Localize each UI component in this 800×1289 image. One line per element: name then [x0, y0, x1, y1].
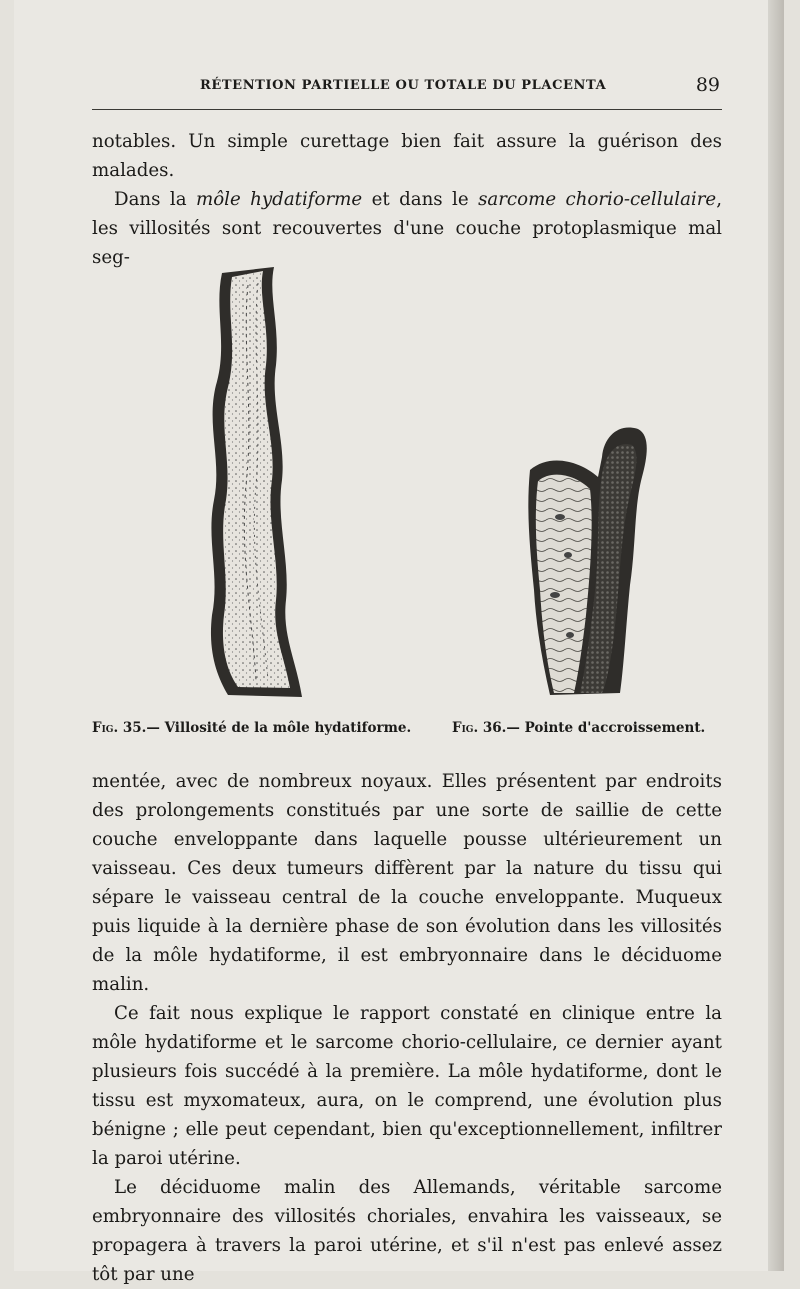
paragraph-5: Le déciduome malin des Allemands, véritable sarcome embryonnaire des villosités choriales, envahira les vaisseaux, se propagera à travers la paroi utérine, et s'il n'est pas enlevé assez tôt par une [92, 1177, 722, 1285]
fig36-text: — Pointe d'accroissement. [506, 720, 706, 736]
top-text [92, 127, 722, 272]
paragraph-3: mentée, avec de nombreux noyaux. Elles présentent par endroits des prolongements constitués par une sorte de saillie de cette couche enveloppante dans laquelle pousse ultérieurement un vaisseau. Ces deux tumeurs diffèrent par la nature du tissu qui sépare le vaisseau central de la couche enveloppante. Muqueux puis liquide à la dernière phase de son évolution dans les villosités de la môle hydatiforme, il est embryonnaire dans le déciduome malin. [92, 771, 722, 995]
paragraph-2-text-b: et dans le [362, 189, 479, 210]
fig36-number: Fig. 36. [452, 720, 507, 736]
fig35-number: Fig. 35. [92, 720, 147, 736]
paragraph-2-text-a: Dans la [114, 189, 196, 210]
figures-illustration [150, 255, 710, 715]
term-mole-hydatiforme: môle hydatiforme [195, 189, 363, 210]
fig35-drawing [211, 267, 302, 697]
running-header [92, 70, 722, 102]
body-text [92, 767, 722, 1289]
page-edge-shadow [768, 0, 784, 1271]
paragraph-2-text-c: , les villosités sont recouvertes d'une couche protoplasmique mal seg- [92, 189, 722, 268]
header-rule [92, 109, 722, 110]
fig36-caption [452, 720, 705, 736]
fig35-text: — Villosité de la môle hydatiforme. [146, 720, 412, 736]
fig36-drawing [528, 427, 646, 695]
term-sarcome-chorio-cellulaire: sarcome chorio-cellulaire [478, 189, 717, 210]
page-number: 89 [695, 74, 720, 96]
header-title: RÉTENTION PARTIELLE OU TOTALE DU PLACENTA [200, 78, 607, 93]
paragraph-1: notables. Un simple curettage bien fait assure la guérison des malades. [92, 131, 722, 181]
fig35-caption [92, 720, 411, 736]
paragraph-4: Ce fait nous explique le rapport constaté en clinique entre la môle hydatiforme et le sarcome chorio-cellulaire, ce dernier ayant plusieurs fois succédé à la première. La môle hydatiforme, dont le tissu est myxomateux, aura, on le comprend, une évolution plus bénigne ; elle peut cependant, bien qu'exceptionnellement, infiltrer la paroi utérine. [92, 1003, 722, 1169]
